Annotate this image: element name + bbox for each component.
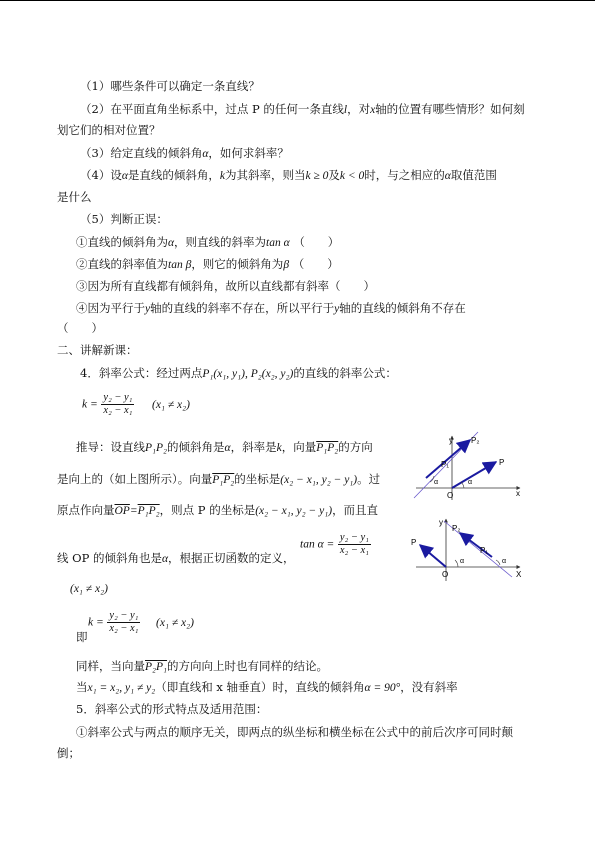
p5-line-1: ①斜率公式与两点的顺序无关，即两点的纵坐标和横坐标在公式中的前后次序可同时颠 [76,725,513,739]
top-rule [0,0,595,1]
fig1-p1-label: P₁ [441,460,450,469]
judge-item-4: ④因为平行于y轴的直线的斜率不存在，所以平行于y轴的直线的倾斜角不存在 [76,301,466,315]
derivation-line-4: 线 OP 的倾斜角也是α，根据正切函数的定义， [57,551,295,565]
figure-1-diagram [408,430,528,502]
condition-1: (x₁ ≠ x₂) [70,583,108,595]
question-4-cont: 是什么 [57,190,92,204]
tan-formula: tan α = $\frac{\text{y₂ − y₁}}{\text{x₂ − x₁}}$ [300,532,369,556]
fig2-alpha-2: α [460,558,465,565]
fig1-alpha-2: α [468,479,473,486]
fig2-origin-label: O [442,570,449,579]
judge-item-4-cont: （ ） [57,321,103,335]
k-formula: k = $\frac{\text{y₂ − y₁}}{\text{x₂ − x₁}}$ (x₁ ≠ x₂) [88,610,194,634]
fig1-p2-label: P₂ [471,436,480,445]
slope-formula: k = $\frac{\text{y₂ − y₁}}{\text{x₂ − x₁}}$ (x₁ ≠ x₂) [82,392,190,416]
ji-label: 即 [76,630,88,644]
fig1-alpha-1: α [434,479,439,486]
fig2-p-label: P [411,538,417,547]
fig2-p2-label: P₂ [452,524,461,533]
question-1: （1）哪些条件可以确定一条直线？ [80,79,260,93]
question-5: （5）判断正误： [80,212,168,226]
fig1-y-label: y [449,436,453,445]
judge-item-1: ①直线的倾斜角为α，则直线的斜率为tan α （ ） [76,235,340,249]
fig1-origin-label: O [447,491,454,500]
fig2-x-label: X [516,570,522,579]
section-title: 二、讲解新课： [57,343,138,357]
fig2-alpha-1: α [502,558,507,565]
vertical-case: 当x₁ = x₂, y₁ ≠ y₂（即直线和 x 轴垂直）时，直线的倾斜角α = 90°，没有斜率 [76,680,458,694]
fig1-p-label: P [499,458,505,467]
fig2-p1-label: P₁ [480,546,489,555]
judge-item-3: ③因为所有直线都有倾斜角，故所以直线都有斜率（ ） [76,279,375,293]
fig2-y-label: y [439,518,443,527]
same-conclusion: 同样，当向量P₂P₁的方向向上时也有同样的结论。 [76,659,329,673]
question-2: （2）在平面直角坐标系中，过点 P 的任何一条直线l，对x轴的位置有哪些情形？如何刻 [80,102,525,116]
derivation-line-3: 原点作向量$\overline{OP}=P_1P_2$，则点 P 的坐标是(x₂ − x₁, y₂ − y₁)，而且直 [57,503,379,517]
fig1-x-label: x [516,489,520,498]
question-4: （4）设α是直线的倾斜角，k为其斜率，则当k ≥ 0及k < 0时，与之相应的α取值范围 [80,168,497,182]
judge-item-2: ②直线的斜率值为tan β，则它的倾斜角为β （ ） [76,257,339,271]
p5-line-2: 倒； [57,746,80,760]
derivation-line-1: 推导：设直线P₁P₂的倾斜角是α，斜率是k，向量P₁P₂的方向 [76,440,373,454]
question-3: （3）给定直线的倾斜角α，如何求斜率？ [80,146,289,160]
slope-formula-intro: 4．斜率公式：经过两点P₁(x₁, y₁), P₂(x₂, y₂)的直线的斜率公式： [80,366,397,380]
figure-2-diagram [408,515,528,583]
p5-title: 5．斜率公式的形式特点及适用范围： [76,702,268,716]
derivation-line-2: 是向上的（如上图所示）。向量P₁P₂的坐标是(x₂ − x₁, y₂ − y₁)。过 [57,472,381,486]
question-2-cont: 划它们的相对位置？ [57,123,161,137]
